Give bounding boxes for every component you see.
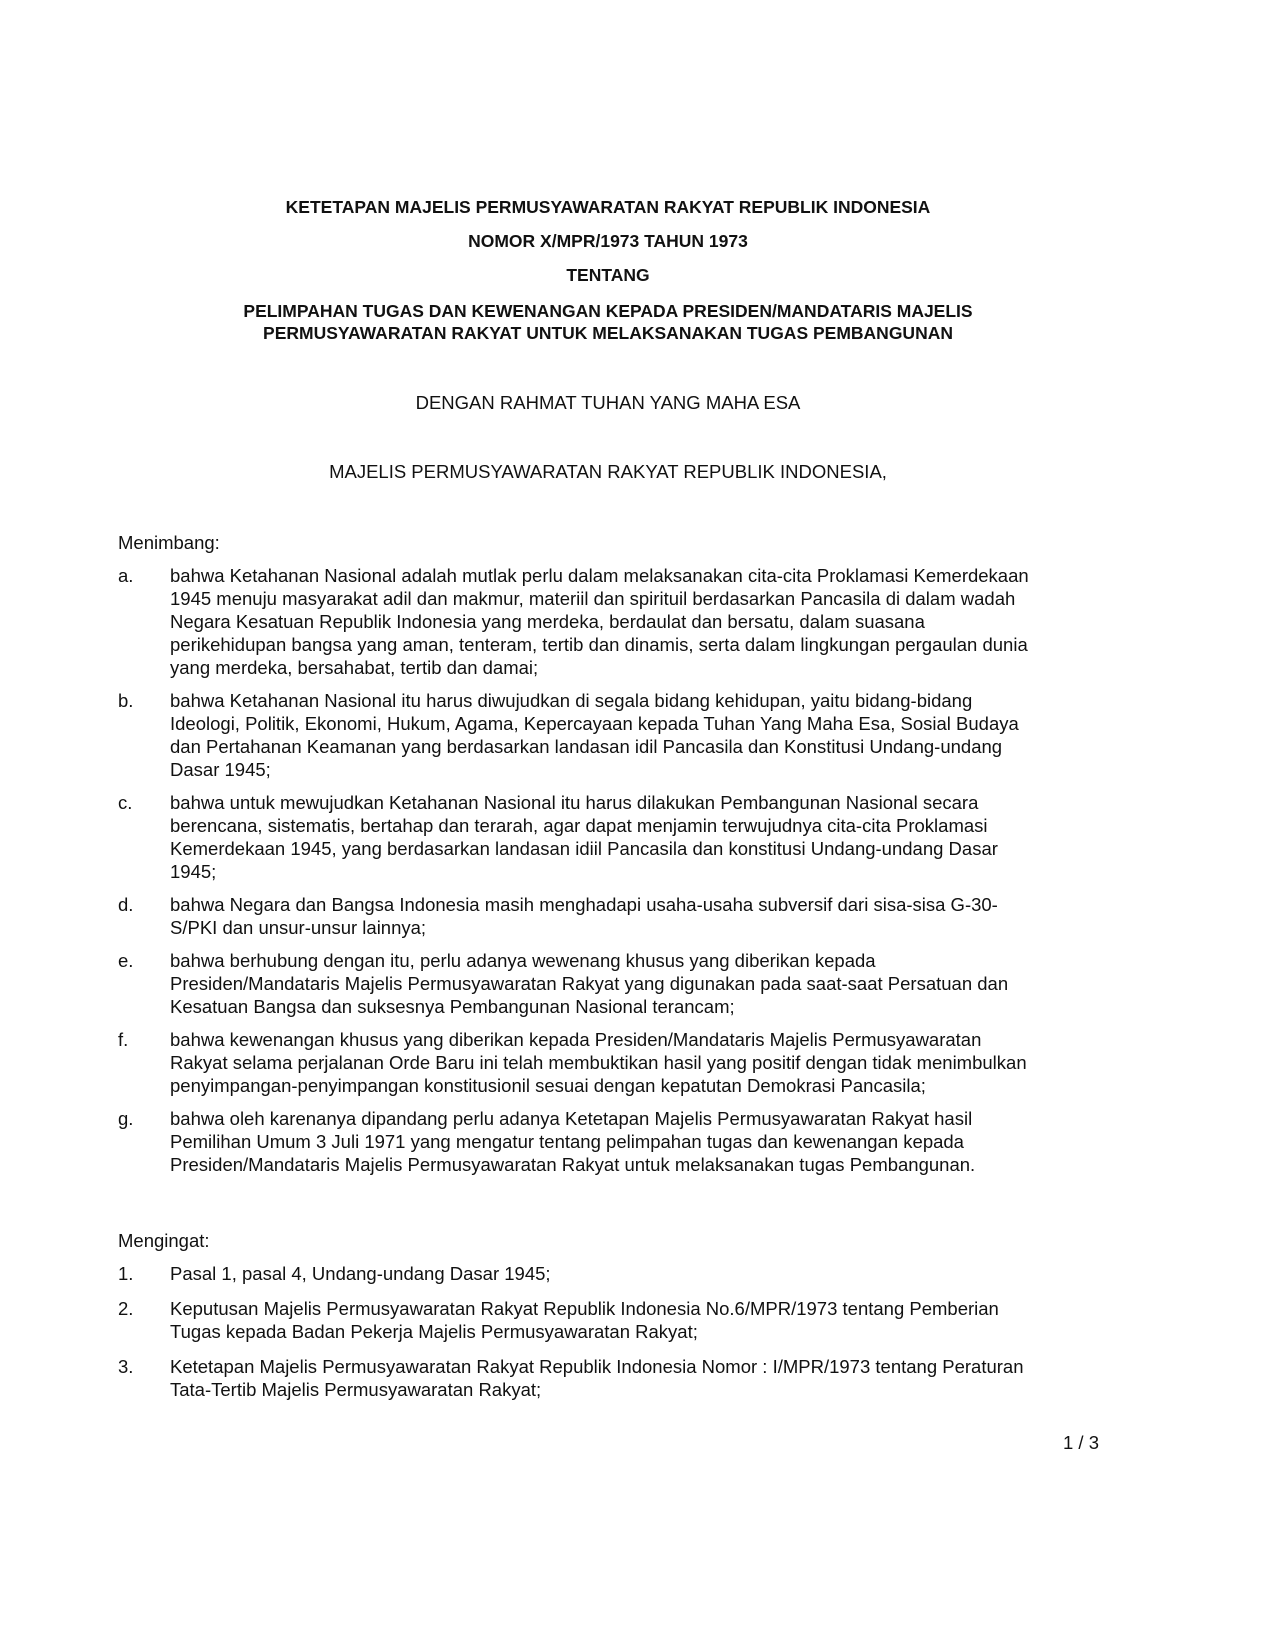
title-line-1: KETETAPAN MAJELIS PERMUSYAWARATAN RAKYAT REPUBLIK INDONESIA [285, 197, 931, 217]
list-marker: d. [118, 894, 134, 915]
list-item [118, 1107, 1098, 1176]
text-line: Presiden/Mandataris Majelis Permusyawaratan Rakyat yang digunakan pada saat-saat Persatuan dan [170, 973, 1009, 994]
list-marker: g. [118, 1108, 134, 1129]
title-line-2: NOMOR X/MPR/1973 TAHUN 1973 [468, 231, 748, 251]
list-marker: 3. [118, 1356, 134, 1377]
list-marker: c. [118, 792, 133, 813]
text-line: Presiden/Mandataris Majelis Permusyawaratan Rakyat untuk melaksanakan tugas Pembangunan. [170, 1154, 976, 1175]
text-line: bahwa Negara dan Bangsa Indonesia masih menghadapi usaha-usaha subversif dari sisa-sisa G-30- [170, 894, 998, 915]
title-line-5: PERMUSYAWARATAN RAKYAT UNTUK MELAKSANAKAN TUGAS PEMBANGUNAN [263, 323, 953, 343]
mengingat-label: Mengingat: [118, 1230, 210, 1251]
text-line: Keputusan Majelis Permusyawaratan Rakyat Republik Indonesia No.6/MPR/1973 tentang Pemberian [170, 1298, 999, 1319]
list-text [170, 689, 1098, 781]
text-line: Rakyat selama perjalanan Orde Baru ini telah membuktikan hasil yang positif dengan tidak menimbulkan [170, 1052, 1027, 1073]
text-line: Kemerdekaan 1945, yang berdasarkan landasan idiil Pancasila dan konstitusi Undang-undang Dasar [170, 838, 998, 859]
text-line: S/PKI dan unsur-unsur lainnya; [170, 917, 427, 938]
list-text [170, 791, 1098, 883]
list-item [118, 1028, 1098, 1097]
list-item [118, 689, 1098, 781]
text-line: Kesatuan Bangsa dan suksesnya Pembangunan Nasional terancam; [170, 996, 735, 1017]
list-item [118, 791, 1098, 883]
list-text [170, 1297, 1098, 1343]
list-item [118, 1355, 1098, 1401]
list-text [170, 1355, 1098, 1401]
text-line: bahwa oleh karenanya dipandang perlu adanya Ketetapan Majelis Permusyawaratan Rakyat hasil [170, 1108, 973, 1129]
page-number: 1 / 3 [1063, 1432, 1099, 1453]
title-line-4: PELIMPAHAN TUGAS DAN KEWENANGAN KEPADA PRESIDEN/MANDATARIS MAJELIS [243, 301, 973, 321]
text-line: yang merdeka, bersahabat, tertib dan damai; [170, 657, 539, 678]
title-line-3: TENTANG [566, 265, 650, 285]
list-text [170, 949, 1098, 1018]
list-marker: a. [118, 565, 134, 586]
invocation: DENGAN RAHMAT TUHAN YANG MAHA ESA [415, 392, 801, 413]
text-line: bahwa kewenangan khusus yang diberikan kepada Presiden/Mandataris Majelis Permusyawaratan [170, 1029, 982, 1050]
text-line: dan Pertahanan Keamanan yang berdasarkan landasan idil Pancasila dan Konstitusi Undang-undang [170, 736, 1003, 757]
list-marker: b. [118, 690, 134, 711]
text-line: bahwa untuk mewujudkan Ketahanan Nasional itu harus dilakukan Pembangunan Nasional secara [170, 792, 979, 813]
menimbang-label: Menimbang: [118, 532, 220, 553]
list-marker: f. [118, 1029, 129, 1050]
text-line: penyimpangan-penyimpangan konstitusionil sesuai dengan kepatutan Demokrasi Pancasila; [170, 1075, 926, 1096]
text-line: bahwa Ketahanan Nasional adalah mutlak perlu dalam melaksanakan cita-cita Proklamasi Kemerdekaan [170, 565, 1029, 586]
text-line: Pemilihan Umum 3 Juli 1971 yang mengatur tentang pelimpahan tugas dan kewenangan kepada [170, 1131, 964, 1152]
list-marker: e. [118, 950, 134, 971]
list-item [118, 1262, 1098, 1285]
list-text [170, 893, 1098, 939]
text-line: Dasar 1945; [170, 759, 271, 780]
text-line: 1945; [170, 861, 217, 882]
text-line: bahwa berhubung dengan itu, perlu adanya wewenang khusus yang diberikan kepada [170, 950, 876, 971]
list-item [118, 893, 1098, 939]
text-line: berencana, sistematis, bertahap dan terarah, agar dapat menjamin terwujudnya cita-cita Proklamasi [170, 815, 988, 836]
text-line: Tata-Tertib Majelis Permusyawaratan Rakyat; [170, 1379, 542, 1400]
list-marker: 1. [118, 1263, 134, 1284]
list-text [170, 1262, 1098, 1285]
list-item [118, 564, 1098, 679]
list-text [170, 1028, 1098, 1097]
text-line: perikehidupan bangsa yang aman, tenteram, tertib dan dinamis, serta dalam lingkungan pergaulan dunia [170, 634, 1028, 655]
list-marker: 2. [118, 1298, 134, 1319]
list-item [118, 1297, 1098, 1343]
text-line: Ketetapan Majelis Permusyawaratan Rakyat Republik Indonesia Nomor : I/MPR/1973 tentang Peraturan [170, 1356, 1024, 1377]
list-text [170, 1107, 1098, 1176]
list-item [118, 949, 1098, 1018]
text-line: Ideologi, Politik, Ekonomi, Hukum, Agama, Kepercayaan kepada Tuhan Yang Maha Esa, Sosial Budaya [170, 713, 1019, 734]
text-line: 1945 menuju masyarakat adil dan makmur, materiil dan spirituil berdasarkan Pancasila di dalam wadah [170, 588, 1016, 609]
assembly-line: MAJELIS PERMUSYAWARATAN RAKYAT REPUBLIK INDONESIA, [329, 461, 887, 482]
text-line: bahwa Ketahanan Nasional itu harus diwujudkan di segala bidang kehidupan, yaitu bidang-bidang [170, 690, 973, 711]
text-line: Pasal 1, pasal 4, Undang-undang Dasar 1945; [170, 1263, 551, 1284]
list-text [170, 564, 1098, 679]
text-line: Tugas kepada Badan Pekerja Majelis Permusyawaratan Rakyat; [170, 1321, 698, 1342]
text-line: Negara Kesatuan Republik Indonesia yang merdeka, berdaulat dan bersatu, dalam suasana [170, 611, 925, 632]
